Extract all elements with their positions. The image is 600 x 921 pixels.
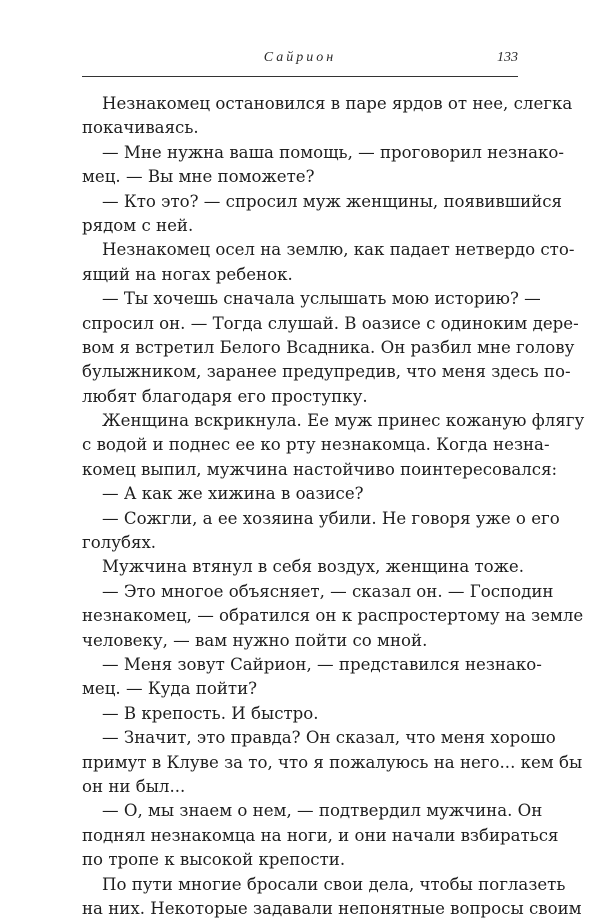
text-line: рядом с ней.	[82, 215, 194, 235]
text-line: — В крепость. И быстро.	[102, 703, 319, 723]
text-line: мец. — Вы мне поможете?	[82, 167, 315, 187]
text-line: — Значит, это правда? Он сказал, что меня хорошо	[102, 728, 556, 748]
text-line: Мужчина втянул в себя воздух, женщина тоже.	[102, 557, 525, 577]
text-line: — Кто это? — спросил муж женщины, появившийся	[102, 191, 563, 211]
text-line: по тропе к высокой крепости.	[82, 850, 346, 870]
text-line: Незнакомец осел на землю, как падает нетвердо сто-	[102, 240, 575, 260]
text-line: любят благодаря его проступку.	[82, 386, 368, 406]
text-line: По пути многие бросали свои дела, чтобы поглазеть	[102, 874, 566, 894]
text-line: примут в Клуве за то, что я пожалуюсь на него... кем бы	[82, 752, 583, 772]
text-line: мец. — Куда пойти?	[82, 679, 258, 699]
text-line: незнакомец, — обратился он к распростертому на земле	[82, 606, 584, 626]
text-line: — А как же хижина в оазисе?	[102, 484, 364, 504]
text-line: — Ты хочешь сначала услышать мою историю? —	[102, 289, 541, 309]
text-line: с водой и поднес ее ко рту незнакомца. Когда незна-	[82, 435, 550, 455]
text-line: булыжником, заранее предупредив, что меня здесь по-	[82, 362, 571, 382]
running-header	[82, 50, 518, 72]
text-line: Женщина вскрикнула. Ее муж принес кожаную флягу	[102, 411, 585, 431]
text-line: комец выпил, мужчина настойчиво поинтересовался:	[82, 459, 558, 479]
body-text	[82, 92, 585, 921]
text-line: голубях.	[82, 533, 157, 553]
text-line: человеку, — вам нужно пойти со мной.	[82, 630, 428, 650]
text-line: на них. Некоторые задавали непонятные вопросы своим	[82, 898, 582, 918]
text-line: он ни был...	[82, 776, 186, 796]
text-line: — Меня зовут Сайрион, — представился незнако-	[102, 654, 542, 674]
text-line: — Мне нужна ваша помощь, — проговорил незнако-	[102, 142, 565, 162]
text-line: Незнакомец остановился в паре ярдов от нее, слегка	[102, 94, 573, 113]
page-number: 133	[497, 50, 518, 65]
text-line: вом я встретил Белого Всадника. Он разбил мне голову	[82, 337, 575, 357]
text-line: покачиваясь.	[82, 118, 199, 138]
text-line: — Сожгли, а ее хозяина убили. Не говоря уже о его	[102, 508, 560, 528]
text-line: ящий на ногах ребенок.	[82, 264, 293, 284]
text-line: поднял незнакомца на ноги, и они начали взбираться	[82, 825, 559, 845]
text-line: — О, мы знаем о нем, — подтвердил мужчина. Он	[102, 801, 543, 821]
text-line: — Это многое объясняет, — сказал он. — Господин	[102, 581, 554, 601]
running-title: Сайрион	[263, 50, 337, 65]
text-line: спросил он. — Тогда слушай. В оазисе с одиноким дере-	[82, 313, 579, 333]
header-rule	[82, 76, 518, 77]
